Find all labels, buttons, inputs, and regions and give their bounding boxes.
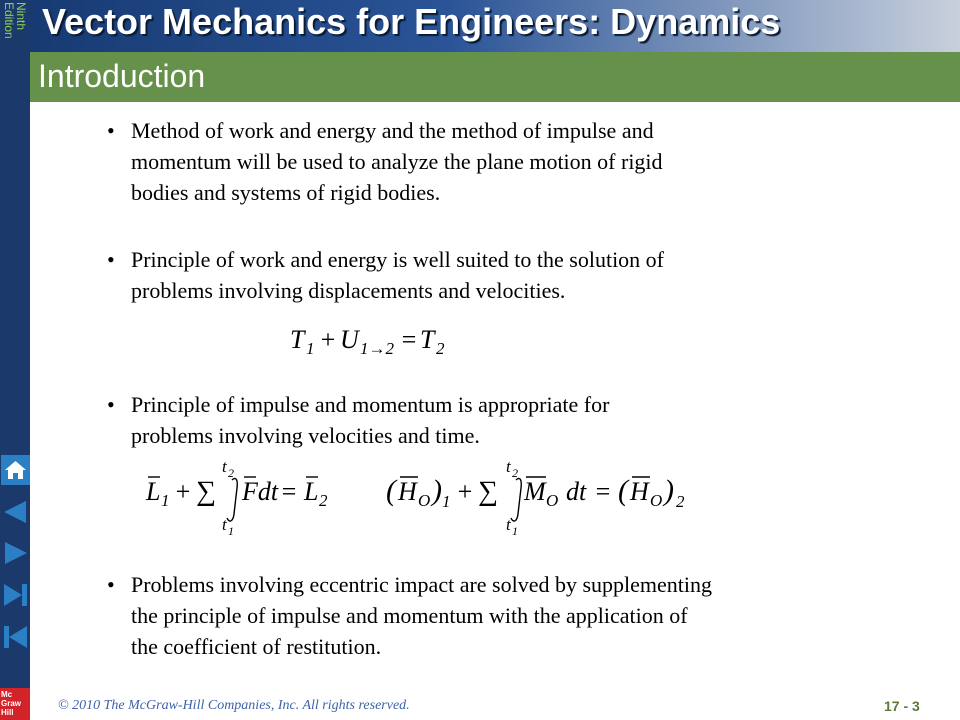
bullet-line: the coefficient of restitution.: [131, 634, 382, 659]
first-slide-button[interactable]: [1, 622, 30, 652]
bullet-line: Method of work and energy and the method of impulse and: [131, 118, 654, 143]
edition-line-2: Edition: [2, 2, 16, 39]
bullet-dot: •: [107, 118, 115, 143]
bullet-dot: •: [107, 572, 115, 597]
svg-text:O: O: [418, 491, 431, 510]
previous-slide-button[interactable]: [1, 497, 30, 527]
svg-text:1: 1: [442, 492, 451, 511]
svg-text:t: t: [506, 457, 511, 476]
first-slide-icon: [1, 622, 30, 652]
course-title: Vector Mechanics for Engineers: Dynamics: [42, 1, 781, 42]
svg-text:2: 2: [676, 492, 685, 511]
svg-text:1: 1: [512, 524, 518, 536]
svg-text:O: O: [650, 491, 663, 510]
svg-text:1: 1: [161, 491, 170, 510]
svg-text:L: L: [146, 477, 161, 506]
svg-text:+: +: [319, 325, 337, 354]
svg-text:L: L: [304, 477, 319, 506]
section-bar: [30, 52, 960, 102]
section-title: Introduction: [38, 58, 206, 94]
svg-text:+: +: [456, 477, 474, 506]
bullet-dot: •: [107, 247, 115, 272]
work-energy-equation: [288, 320, 468, 360]
svg-text:T: T: [420, 325, 435, 354]
last-slide-button[interactable]: [1, 580, 30, 610]
linear-impulse-equation: [140, 450, 340, 536]
bullet-line: problems involving velocities and time.: [131, 423, 480, 448]
svg-text:+: +: [174, 477, 192, 506]
svg-text:2: 2: [228, 466, 234, 480]
last-slide-icon: [1, 580, 30, 610]
svg-text:1: 1: [228, 524, 234, 536]
svg-text:): ): [664, 474, 674, 507]
bullet-line: bodies and systems of rigid bodies.: [131, 180, 441, 205]
svg-text:∑: ∑: [196, 476, 216, 507]
bullet-line: Problems involving eccentric impact are solved by supplementing: [131, 572, 713, 597]
angular-impulse-equation: [386, 450, 696, 536]
bullet-line: Principle of impulse and momentum is appropriate for: [131, 392, 610, 417]
slide-header: [30, 0, 960, 52]
home-icon: [1, 455, 30, 485]
svg-text:M: M: [524, 477, 546, 506]
page-number: 17 - 3: [884, 698, 920, 714]
svg-text:): ): [432, 474, 442, 507]
bullet-line: the principle of impulse and momentum with the application of: [131, 603, 688, 628]
svg-text:2: 2: [436, 339, 445, 358]
svg-text:1: 1: [306, 339, 315, 358]
svg-text:2: 2: [319, 491, 328, 510]
svg-text:(: (: [618, 474, 628, 507]
bullet-dot: •: [107, 392, 115, 417]
logo-line-2: Graw: [1, 699, 22, 708]
edition-line-1: Ninth: [14, 2, 28, 31]
logo-line-1: Mc: [1, 690, 13, 699]
svg-text:t: t: [506, 515, 511, 534]
next-slide-icon: [1, 538, 30, 568]
edition-label: [2, 2, 28, 62]
bullet-line: momentum will be used to analyze the plane motion of rigid: [131, 149, 663, 174]
svg-text:H: H: [630, 477, 649, 506]
svg-text:(: (: [386, 474, 396, 507]
bullet-line: problems involving displacements and velocities.: [131, 278, 566, 303]
mcgraw-hill-logo: [0, 688, 30, 720]
svg-text:=: =: [400, 325, 418, 354]
copyright-notice: © 2010 The McGraw-Hill Companies, Inc. All rights reserved.: [58, 698, 410, 713]
svg-text:∑: ∑: [478, 476, 498, 507]
svg-text:dt: dt: [566, 477, 587, 506]
svg-text:H: H: [398, 477, 417, 506]
svg-text:1→2: 1→2: [360, 339, 394, 358]
bullet-line: Principle of work and energy is well suited to the solution of: [131, 247, 665, 272]
svg-text:Fdt: Fdt: [242, 477, 279, 506]
svg-text:T: T: [290, 325, 305, 354]
next-slide-button[interactable]: [1, 538, 30, 568]
svg-text:t: t: [222, 457, 227, 476]
svg-text:t: t: [222, 515, 227, 534]
home-button[interactable]: [1, 455, 30, 485]
svg-text:=: =: [594, 477, 612, 506]
svg-text:=: =: [280, 477, 298, 506]
logo-line-3: Hill: [1, 708, 14, 717]
svg-text:O: O: [546, 491, 559, 510]
svg-text:2: 2: [512, 466, 518, 480]
left-sidebar: [0, 0, 30, 720]
svg-text:U: U: [340, 325, 359, 354]
previous-slide-icon: [1, 497, 30, 527]
